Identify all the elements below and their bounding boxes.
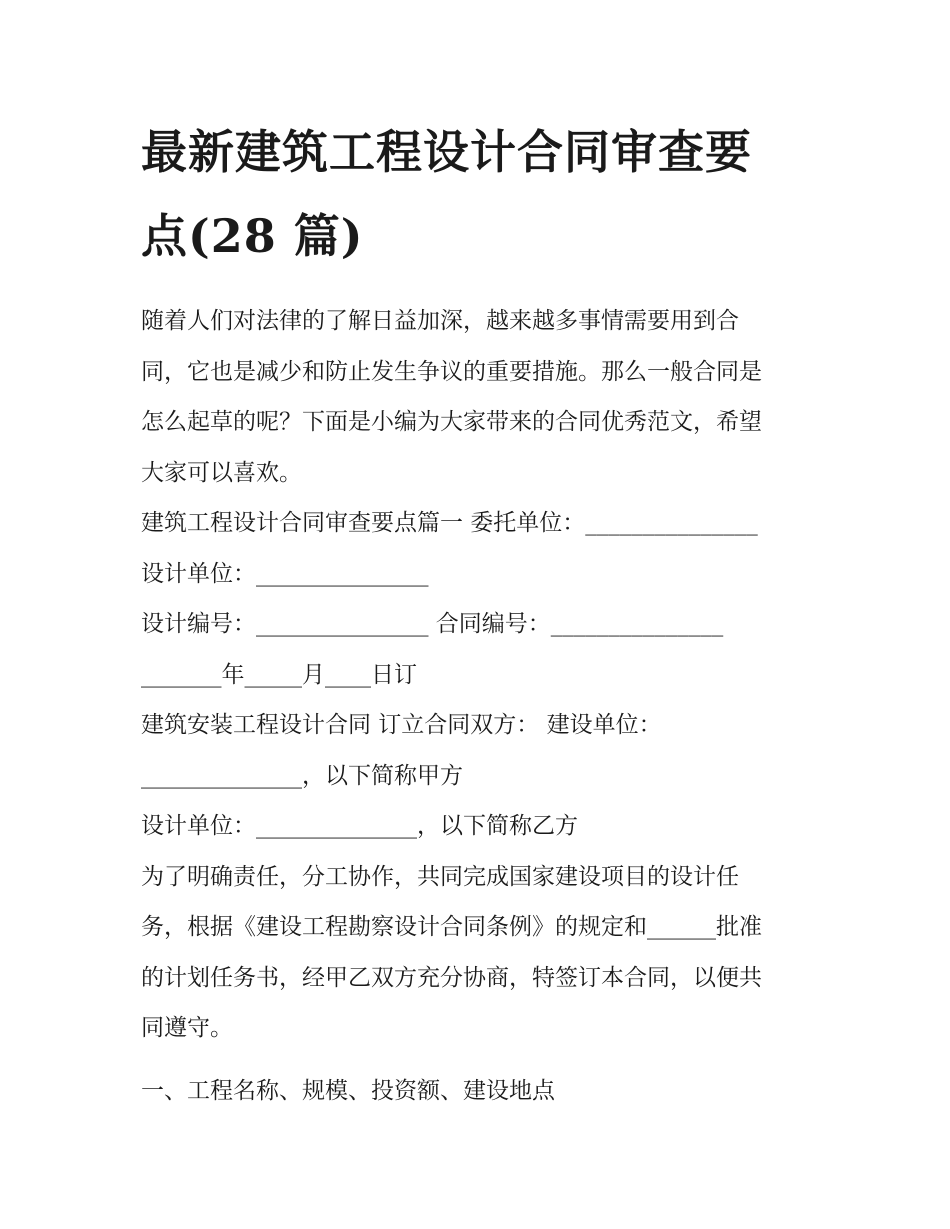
- paragraph-line: _______年_____月____日订: [141, 661, 417, 688]
- paragraph-line: 怎么起草的呢？下面是小编为大家带来的合同优秀范文，希望: [141, 409, 762, 435]
- paragraph-line: 务，根据《建设工程勘察设计合同条例》的规定和______批准: [141, 914, 762, 940]
- paragraph-line: ______________，以下简称甲方: [141, 762, 463, 789]
- section-heading: 一、工程名称、规模、投资额、建设地点: [141, 1077, 555, 1104]
- paragraph-line: 设计单位：_______________: [141, 560, 429, 587]
- title-line: 点(28 篇): [141, 209, 364, 263]
- document-title: [141, 110, 821, 278]
- paragraph-line: 建筑工程设计合同审查要点篇一 委托单位：_______________: [141, 510, 758, 536]
- paragraph-line: 的计划任务书，经甲乙双方充分协商，特签订本合同，以便共: [141, 964, 762, 991]
- paragraph-line: 建筑安装工程设计合同 订立合同双方： 建设单位：: [141, 712, 662, 738]
- paragraph-line: 设计编号：_______________ 合同编号：_______________: [141, 611, 724, 637]
- paragraph-line: 同遵守。: [141, 1015, 233, 1041]
- title-line: 最新建筑工程设计合同审查要: [141, 125, 752, 179]
- document-body: [141, 296, 821, 1116]
- paragraph-line: 同，它也是减少和防止发生争议的重要措施。那么一般合同是: [141, 358, 762, 385]
- paragraph-line: 设计单位：______________，以下简称乙方: [141, 813, 578, 839]
- paragraph-line: 大家可以喜欢。: [141, 459, 302, 486]
- document-page: [141, 110, 821, 1116]
- paragraph-line: 为了明确责任，分工协作，共同完成国家建设项目的设计任: [141, 863, 739, 890]
- paragraph-line: 随着人们对法律的了解日益加深，越来越多事情需要用到合: [141, 308, 739, 334]
